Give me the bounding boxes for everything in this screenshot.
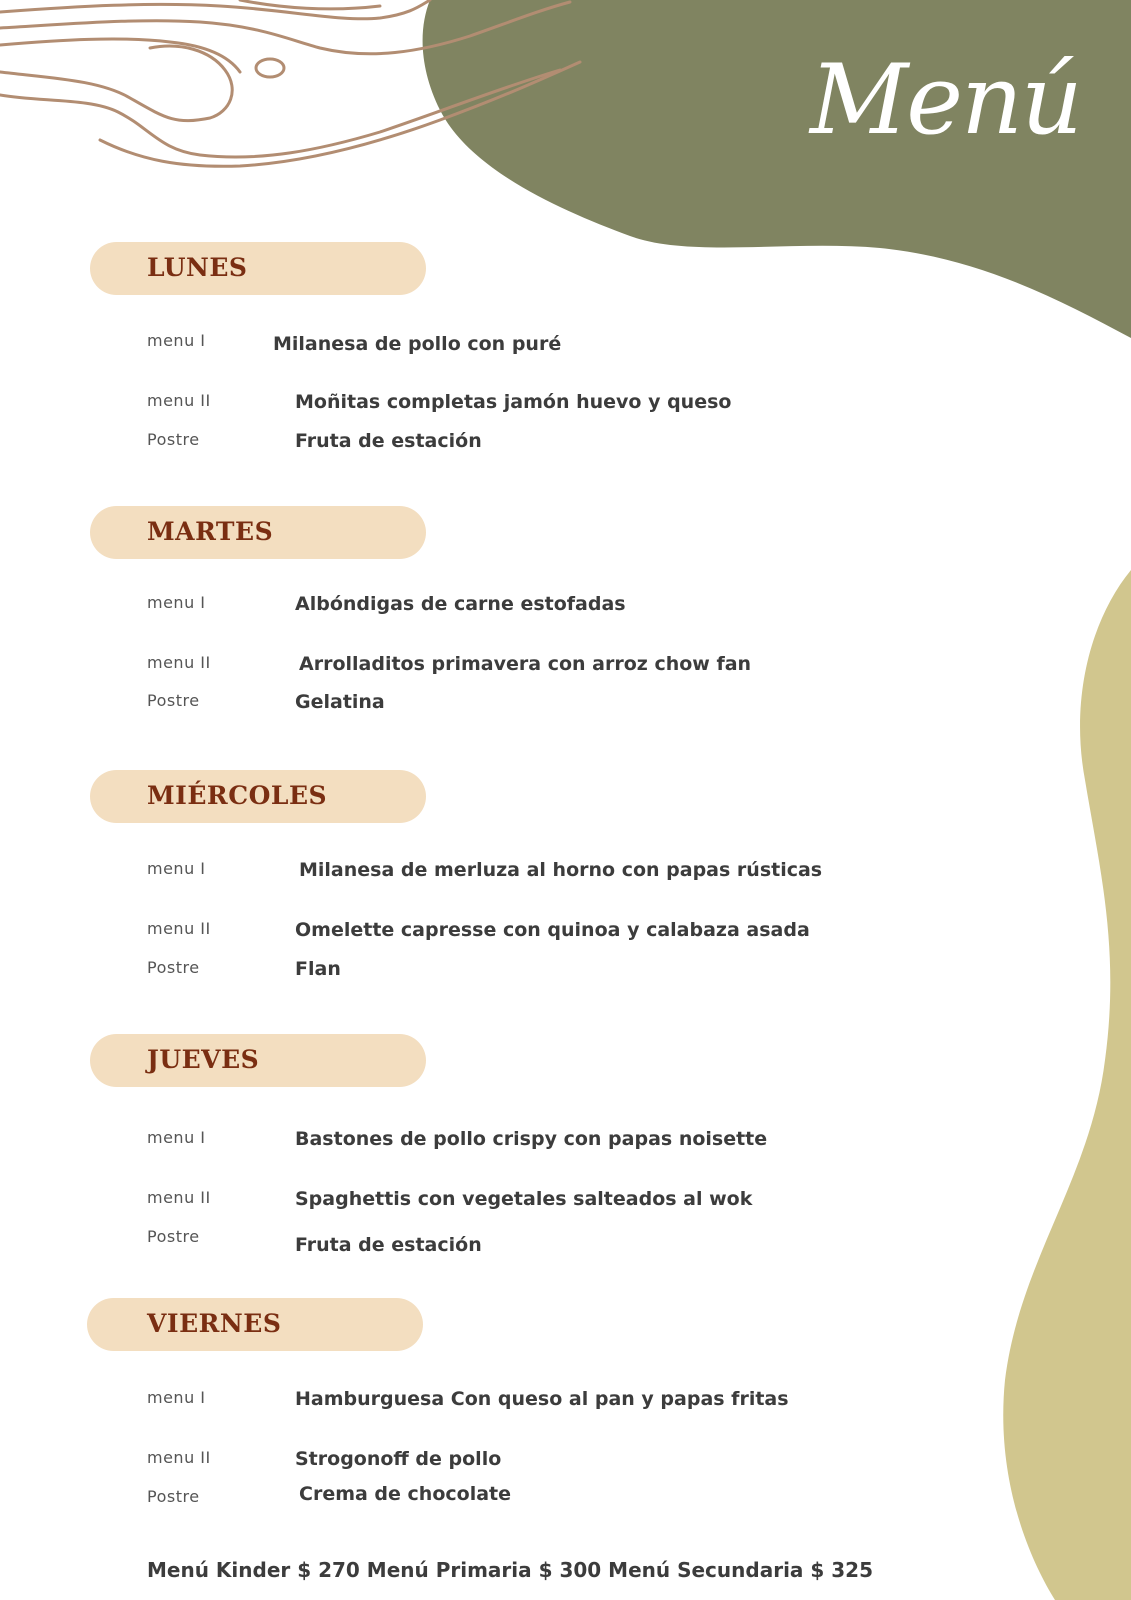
day-label: LUNES [147,253,248,282]
menu2-label: menu II [147,391,211,410]
menu2-label: menu II [147,653,211,672]
postre-dish: Gelatina [295,691,385,713]
menu1-dish: Hamburguesa Con queso al pan y papas fritas [295,1388,789,1410]
menu2-label: menu II [147,919,211,938]
postre-label: Postre [147,1487,200,1506]
menu1-dish: Bastones de pollo crispy con papas noisette [295,1128,768,1150]
menu1-dish: Milanesa de pollo con puré [273,333,562,355]
khaki-blob [1003,570,1131,1600]
postre-label: Postre [147,691,200,710]
day-label: VIERNES [147,1309,282,1338]
menu-title: Menú [810,44,1081,156]
menu2-dish: Omelette capresse con quinoa y calabaza asada [295,919,810,941]
postre-label: Postre [147,958,200,977]
menu2-dish: Moñitas completas jamón huevo y queso [295,391,732,413]
menu1-label: menu I [147,1388,206,1407]
menu2-dish: Arrolladitos primavera con arroz chow fan [299,653,752,675]
menu2-label: menu II [147,1448,211,1467]
day-pill-lunes [90,242,426,295]
menu2-dish: Spaghettis con vegetales salteados al wok [295,1188,753,1210]
price-footer: Menú Kinder $ 270 Menú Primaria $ 300 Menú Secundaria $ 325 [147,1558,874,1582]
postre-label: Postre [147,1227,200,1246]
menu1-dish: Albóndigas de carne estofadas [295,593,626,615]
postre-dish: Flan [295,958,341,980]
menu1-label: menu I [147,859,206,878]
day-label: MIÉRCOLES [147,781,328,810]
day-label: MARTES [147,517,274,546]
day-label: JUEVES [147,1045,260,1074]
postre-dish: Crema de chocolate [299,1483,511,1505]
menu2-dish: Strogonoff de pollo [295,1448,502,1470]
menu1-dish: Milanesa de merluza al horno con papas rústicas [299,859,823,881]
menu2-label: menu II [147,1188,211,1207]
day-pill-viernes [87,1298,423,1351]
menu1-label: menu I [147,331,206,350]
menu1-label: menu I [147,593,206,612]
menu1-label: menu I [147,1128,206,1147]
postre-dish: Fruta de estación [295,1234,482,1256]
day-pill-martes [90,506,426,559]
postre-label: Postre [147,430,200,449]
day-pill-miercoles [90,770,426,823]
postre-dish: Fruta de estación [295,430,482,452]
day-pill-jueves [90,1034,426,1087]
